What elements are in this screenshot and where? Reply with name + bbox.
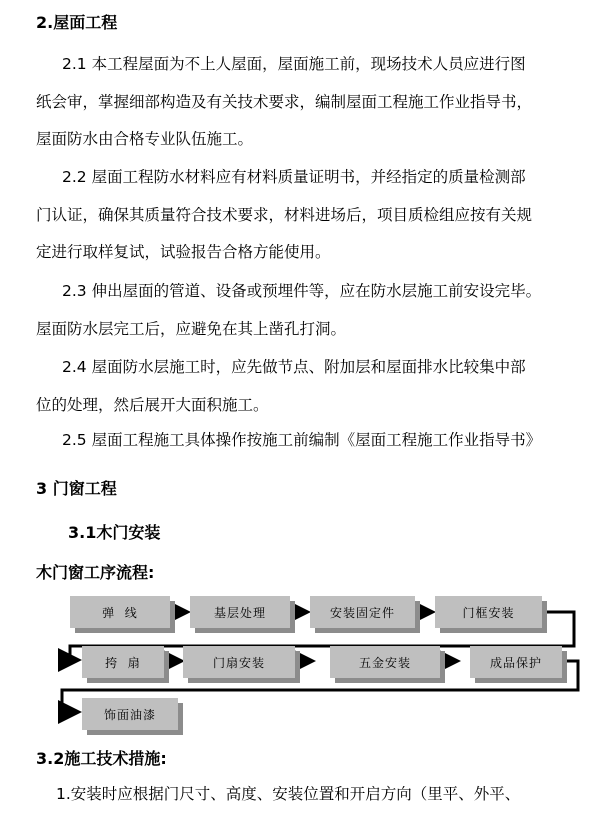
flow-title: 木门窗工序流程: [36, 563, 155, 582]
paragraph-line: 2.5 屋面工程施工具体操作按施工前编制《屋面工程施工作业指导书》 [62, 431, 542, 449]
paragraph-line: 门认证，确保其质量符合技术要求，材料进场后，项目质检组应按有关规 [36, 205, 533, 224]
paragraph-line: 位的处理，然后展开大面积施工。 [36, 395, 269, 414]
paragraph-line: 2.1 本工程屋面为不上人屋面，屋面施工前，现场技术人员应进行图 [62, 55, 526, 73]
flow-step: 门扇安装 [183, 646, 295, 678]
flow-step: 挎 扇 [82, 646, 164, 678]
flow-step: 成品保护 [470, 646, 562, 678]
paragraph [36, 776, 576, 814]
paragraph-line: 2.2 屋面工程防水材料应有材料质量证明书，并经指定的质量检测部 [62, 168, 526, 186]
paragraph-line: 定进行取样复试，试验报告合格方能使用。 [36, 243, 331, 261]
subsection-heading: 3.1木门安装 [68, 523, 161, 542]
flow-step: 安装固定件 [310, 596, 415, 628]
paragraph-line: 2.3 伸出屋面的管道、设备或预埋件等，应在防水层施工前安设完毕。 [62, 282, 542, 300]
flow-step: 门框安装 [435, 596, 542, 628]
flow-step: 弹 线 [70, 596, 170, 628]
subsection-heading: 3.2施工技术措施: [36, 749, 167, 768]
paragraph-line: 屋面防水由合格专业队伍施工。 [36, 130, 254, 148]
section-heading: 3 门窗工程 [36, 479, 117, 498]
paragraph-line: 1.安装时应根据门尺寸、高度、安装位置和开启方向（里平、外平、 [56, 785, 521, 803]
paragraph-line: 2.4 屋面防水层施工时，应先做节点、附加层和屋面排水比较集中部 [62, 358, 526, 376]
flow-step: 饰面油漆 [82, 698, 178, 730]
paragraph-line: 纸会审，掌握细部构造及有关技术要求，编制屋面工程施工作业指导书， [36, 92, 533, 111]
section-heading: 2.屋面工程 [36, 13, 118, 32]
paragraph-line: 屋面防水层完工后，应避免在其上凿孔打洞。 [36, 319, 347, 338]
flow-step: 五金安装 [330, 646, 440, 678]
flow-step: 基层处理 [190, 596, 290, 628]
